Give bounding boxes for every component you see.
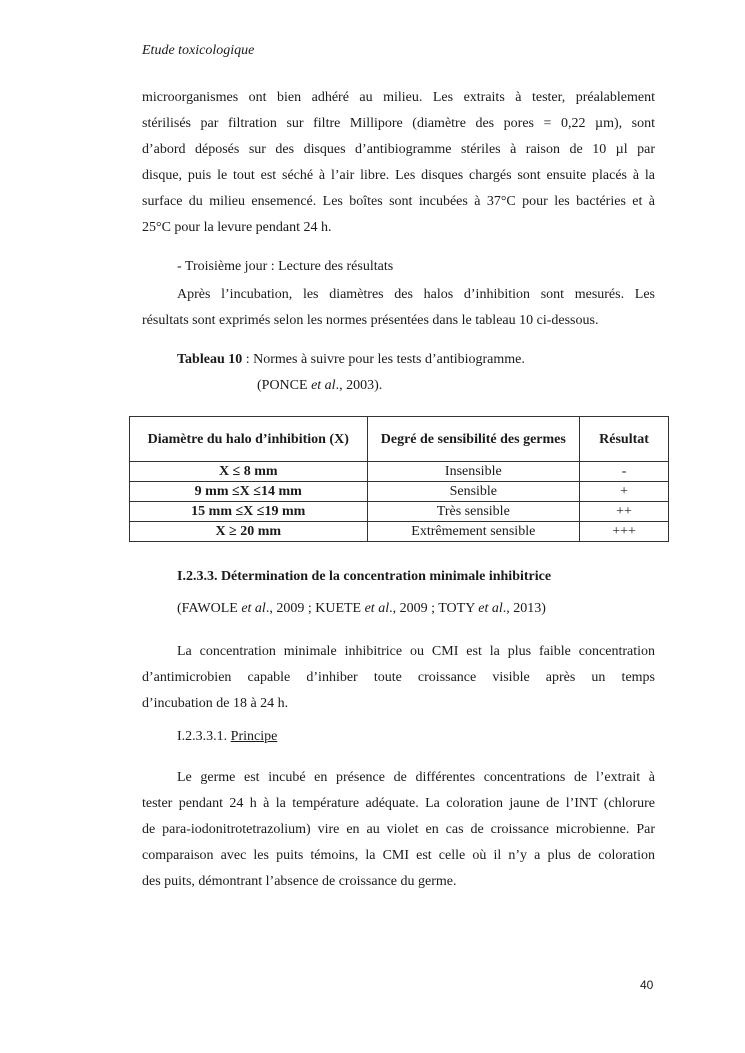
table-cell: Sensible: [367, 482, 580, 502]
text-line: de para-iodonitrotetrazolium) vire en au violet en cas de croissance microbienne. Par: [142, 822, 655, 837]
table-reference: [257, 378, 382, 394]
antibiogram-norms-table: [129, 416, 669, 542]
running-header: Etude toxicologique: [142, 43, 255, 58]
ref-text: ., 2009 ; KUETE: [265, 601, 365, 616]
text-line: 25°C pour la levure pendant 24 h.: [142, 220, 332, 235]
text-line: d’abord déposés sur des disques d’antibiogramme stériles à raison de 10 µl par: [142, 142, 655, 157]
caption-text: : Normes à suivre pour les tests d’antibiogramme.: [242, 352, 525, 367]
text-line: Le germe est incubé en présence de différentes concentrations de l’extrait à: [177, 770, 655, 785]
text-line: tester pendant 24 h à la température adéquate. La coloration jaune de l’INT (chlorure: [142, 796, 655, 811]
table-cell: +: [580, 482, 669, 502]
day-three-heading: - Troisième jour : Lecture des résultats: [177, 259, 394, 274]
column-header: Diamètre du halo d’inhibition (X): [130, 417, 368, 462]
text-line: microorganismes ont bien adhéré au milieu. Les extraits à tester, préalablement: [142, 90, 655, 105]
table-row: [130, 462, 669, 482]
ref-italic: et al: [311, 378, 336, 393]
section-references: [177, 601, 546, 617]
column-header: Degré de sensibilité des germes: [367, 417, 580, 462]
ref-text: ., 2003).: [335, 378, 383, 393]
text-line: comparaison avec les puits témoins, la CMI est celle où il n’y a plus de coloration: [142, 848, 655, 863]
ref-text: (PONCE: [257, 378, 312, 393]
text-line: La concentration minimale inhibitrice ou CMI est la plus faible concentration: [177, 644, 655, 659]
text-line: d’incubation de 18 à 24 h.: [142, 696, 289, 711]
text-line: d’antimicrobien capable d’inhiber toute croissance visible après un temps: [142, 670, 655, 685]
text-line: disque, puis le tout est séché à l’air libre. Les disques chargés sont ensuite placés à la: [142, 168, 655, 183]
ref-text: ., 2009 ; TOTY: [389, 601, 479, 616]
page-number: 40: [640, 978, 654, 992]
caption-label: Tableau 10: [177, 352, 243, 367]
section-title: I.2.3.3. Détermination de la concentration minimale inhibitrice: [177, 569, 552, 584]
paragraph-reading: [142, 282, 655, 334]
subsection-label: Principe: [230, 729, 278, 744]
text-line: résultats sont exprimés selon les normes présentées dans le tableau 10 ci-dessous.: [142, 313, 599, 328]
table-caption: [177, 352, 525, 368]
subsection-title: [177, 729, 277, 745]
table-cell: Insensible: [367, 462, 580, 482]
table-cell: 9 mm ≤X ≤14 mm: [130, 482, 368, 502]
column-header: Résultat: [580, 417, 669, 462]
text-line: Après l’incubation, les diamètres des halos d’inhibition sont mesurés. Les: [177, 287, 655, 302]
table-header-row: [130, 417, 669, 462]
table-row: [130, 482, 669, 502]
table-row: [130, 522, 669, 542]
table-cell: +++: [580, 522, 669, 542]
text-line: stérilisés par filtration sur filtre Millipore (diamètre des pores = 0,22 µm), sont: [142, 116, 655, 131]
table-cell: Très sensible: [367, 502, 580, 522]
table-cell: -: [580, 462, 669, 482]
text-line: surface du milieu ensemencé. Les boîtes sont incubées à 37°C pour les bactéries et à: [142, 194, 655, 209]
table-cell: X ≤ 8 mm: [130, 462, 368, 482]
table-cell: X ≥ 20 mm: [130, 522, 368, 542]
ref-text: ., 2013): [502, 601, 546, 616]
paragraph-principle: [142, 765, 655, 895]
table-cell: Extrêmement sensible: [367, 522, 580, 542]
ref-italic: et al: [478, 601, 503, 616]
subsection-number: I.2.3.3.1.: [177, 729, 231, 744]
paragraph-cmi-definition: [142, 639, 655, 717]
ref-italic: et al: [241, 601, 266, 616]
table-cell: 15 mm ≤X ≤19 mm: [130, 502, 368, 522]
table-row: [130, 502, 669, 522]
paragraph-method: [142, 85, 655, 241]
text-line: des puits, démontrant l’absence de croissance du germe.: [142, 874, 457, 889]
ref-text: (FAWOLE: [177, 601, 242, 616]
table-cell: ++: [580, 502, 669, 522]
ref-italic: et al: [364, 601, 390, 616]
